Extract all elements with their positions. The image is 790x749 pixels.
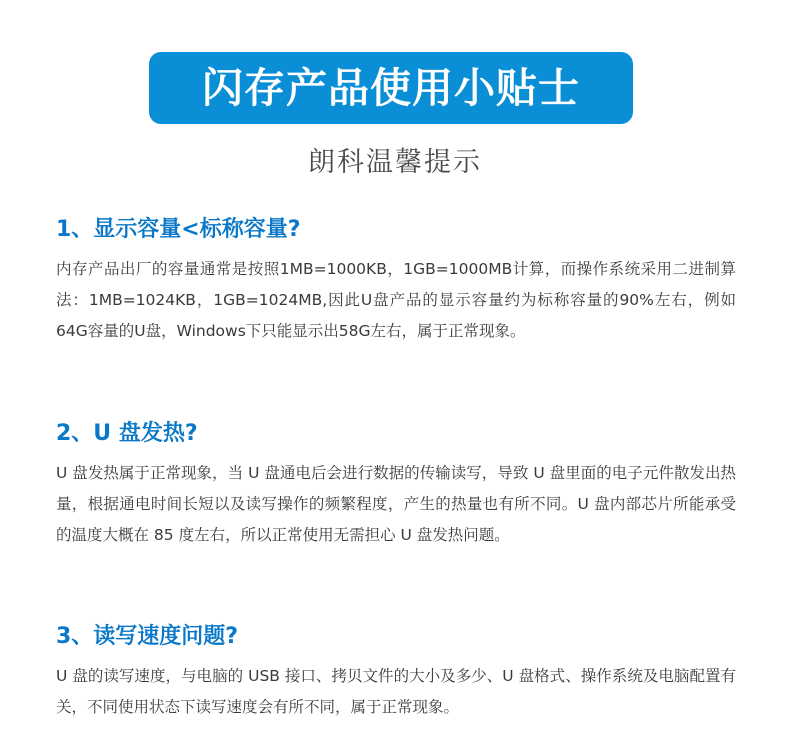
section-capacity: [56, 215, 736, 347]
section-body: U 盘的读写速度，与电脑的 USB 接口、拷贝文件的大小及多少、U 盘格式、操作系统及电脑配置有关，不同使用状态下读写速度会有所不同，属于正常现象。: [56, 667, 736, 716]
subtitle: 朗科温馨提示: [308, 147, 482, 178]
section-speed: [56, 622, 736, 723]
section-heading: 2、U 盘发热?: [56, 421, 198, 446]
section-heating: [56, 419, 736, 551]
section-heading: 1、显示容量<标称容量?: [56, 217, 301, 242]
section-body: 内存产品出厂的容量通常是按照1MB=1000KB，1GB=1000MB计算，而操作系统采用二进制算法：1MB=1024KB，1GB=1024MB,因此U盘产品的显示容量约为标称容量的90%左右，例如64G容量的U盘，Windows下只能显示出58G左右，属于正常现象。: [56, 260, 736, 340]
section-heading: 3、读写速度问题?: [56, 624, 239, 649]
section-body: U 盘发热属于正常现象，当 U 盘通电后会进行数据的传输读写，导致 U 盘里面的电子元件散发出热量，根据通电时间长短以及读写操作的频繁程度，产生的热量也有所不同。U 盘内部芯片所能承受的温度大概在 85 度左右，所以正常使用无需担心 U 盘发热问题。: [56, 464, 736, 544]
banner-title: 闪存产品使用小贴士: [149, 52, 633, 124]
